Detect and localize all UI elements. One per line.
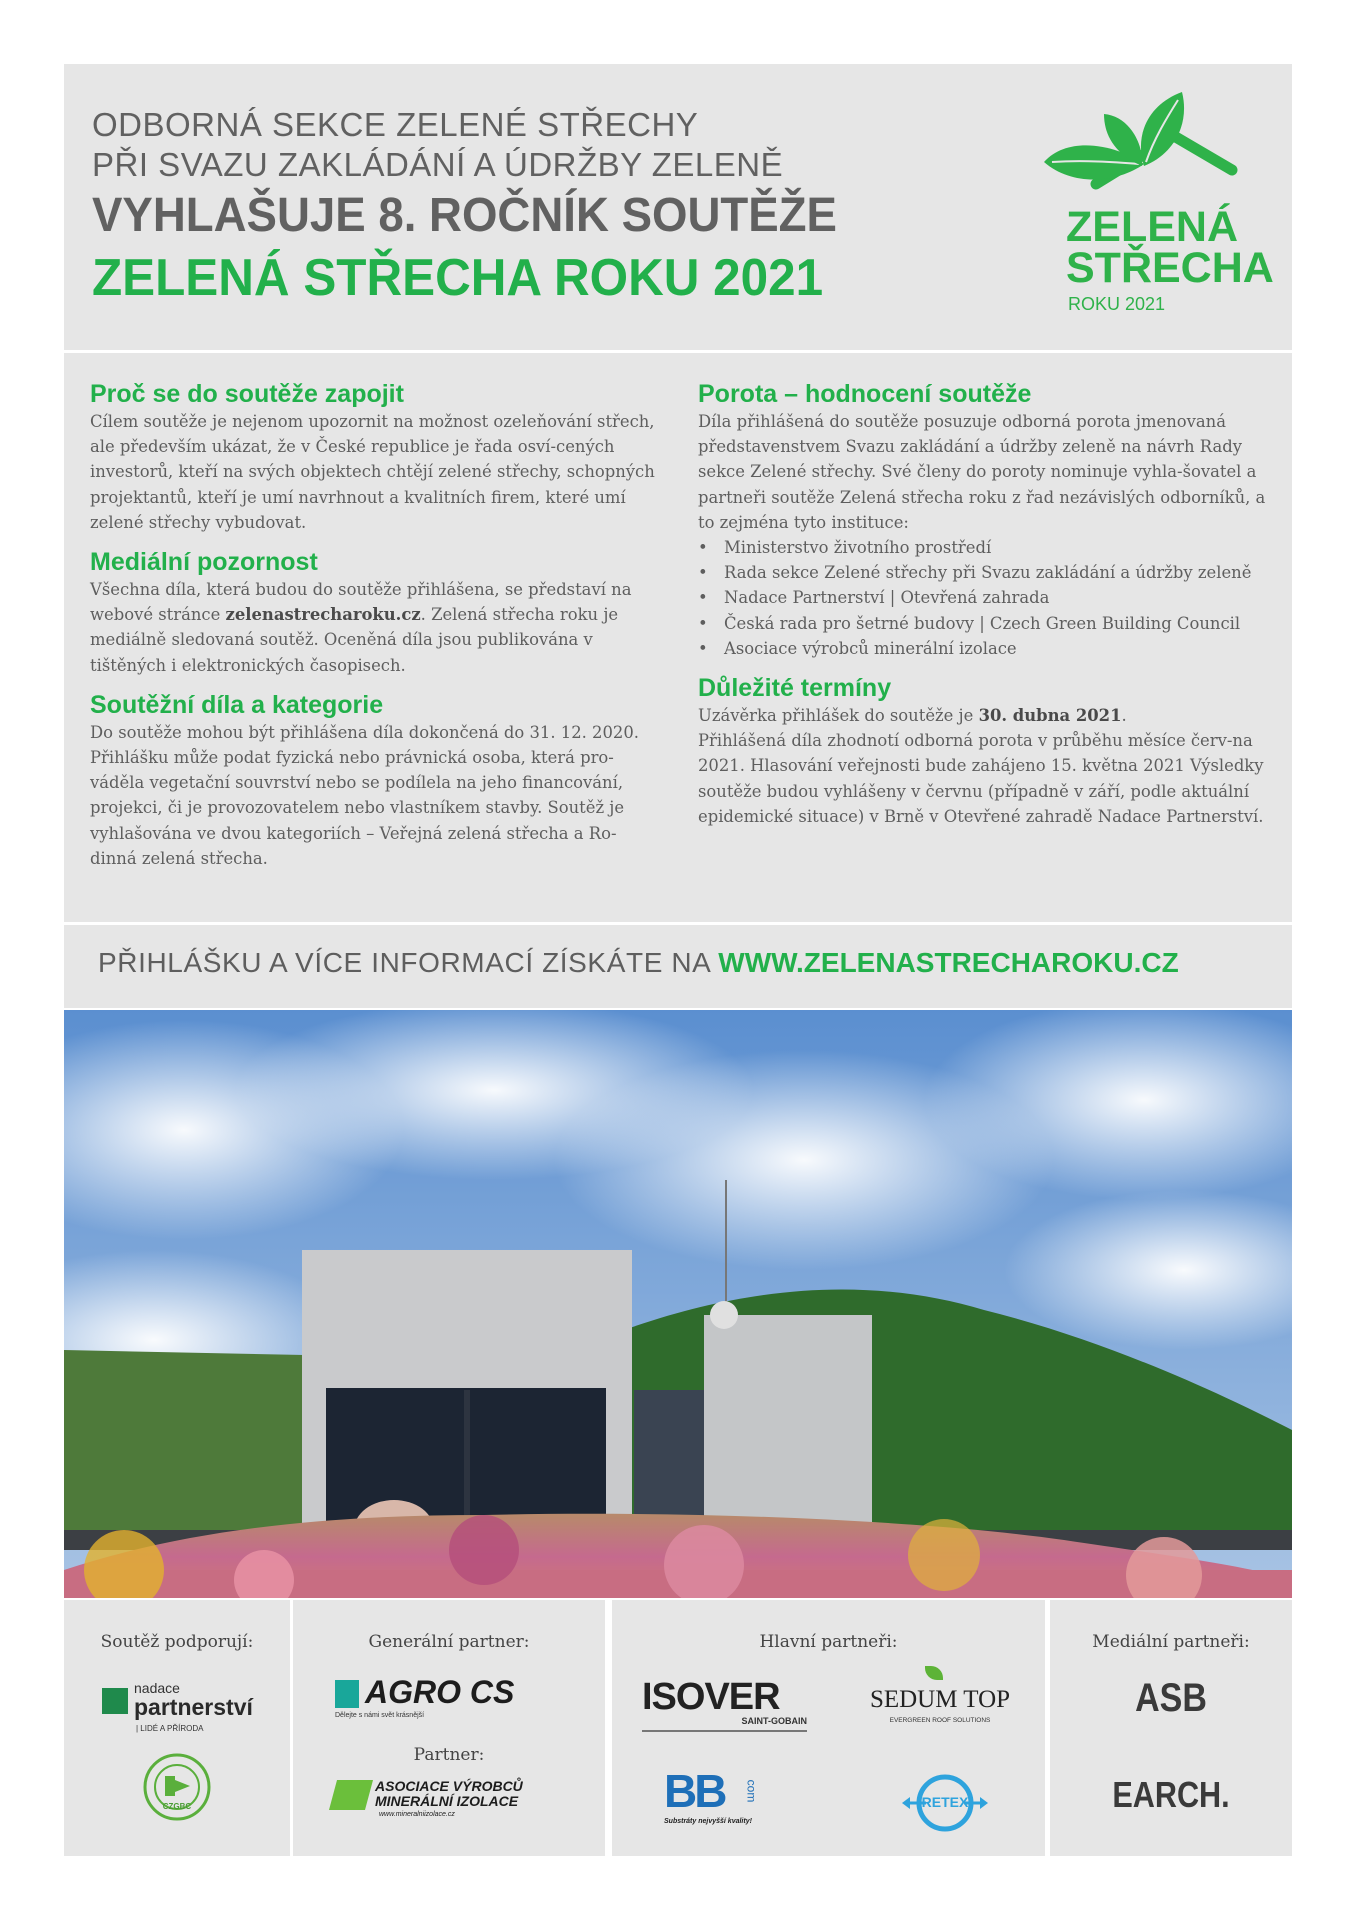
- partners-panel: [64, 1600, 1292, 1856]
- cta-website-link[interactable]: WWW.ZELENASTRECHAROKU.CZ: [718, 947, 1179, 978]
- section-media: [90, 547, 660, 678]
- isover-sub: SAINT-GOBAIN: [741, 1716, 807, 1726]
- section-works: [90, 690, 660, 871]
- cta-text: PŘIHLÁŠKU A VÍCE INFORMACÍ ZÍSKÁTE NA: [98, 947, 719, 978]
- cta-line: [98, 947, 1179, 979]
- isover-logo: [642, 1676, 807, 1737]
- right-column: [698, 379, 1278, 839]
- green-roof-photo: [64, 1010, 1292, 1598]
- asociace-vyrobcu-logo: [333, 1778, 573, 1828]
- media-partners-column: [1050, 1600, 1292, 1856]
- list-item: • Asociace výrobců minerální izolace: [698, 636, 1278, 661]
- section-jury-body: Díla přihlášená do soutěže posuzuje odborná porota jmenovaná představenstvem Svazu zakládání a údržby zeleně na návrh Rady sekce Zelené střechy. Své členy do poroty nominuje vyhla-šovatel a partneři soutěže Zelená střecha roku z řad nezávislých odborníků, a to zejména tyto instituce:: [698, 412, 1266, 532]
- section-why-title: Proč se do soutěže zapojit: [90, 380, 404, 408]
- czgbc-seal-icon: [142, 1752, 212, 1822]
- list-item: • Rada sekce Zelené střechy při Svazu zakládání a údržby zeleně: [698, 560, 1278, 585]
- general-partner-label: Generální partner:: [368, 1632, 530, 1652]
- asb-logo: ASB: [1135, 1676, 1207, 1720]
- header-organizer-line1: ODBORNÁ SEKCE ZELENÉ STŘECHY: [92, 106, 699, 143]
- retex-logo: [902, 1772, 988, 1834]
- nadace-partnerstvi-icon: [102, 1688, 128, 1714]
- bb-com-logo: [664, 1765, 784, 1835]
- section-why: [90, 379, 660, 535]
- header-competition-title: ZELENÁ STŘECHA ROKU 2021: [92, 249, 824, 307]
- asociace-line1: ASOCIACE VÝROBCŮ: [375, 1778, 523, 1794]
- list-item: • Česká rada pro šetrné budovy | Czech Green Building Council: [698, 611, 1278, 636]
- section-dates: [698, 673, 1278, 829]
- sedum-top-name: SEDUM TOP: [869, 1686, 1011, 1713]
- retex-name: RETEX: [921, 1794, 969, 1810]
- header-organizer-line2: PŘI SVAZU ZAKLÁDÁNÍ A ÚDRŽBY ZELENĚ: [92, 146, 784, 183]
- deadline-text-end: .: [1121, 706, 1127, 726]
- logo-text-zelena: ZELENÁ: [1066, 203, 1238, 251]
- list-item: • Ministerstvo životního prostředí: [698, 535, 1278, 560]
- media-body-text-end: . Zelená střecha roku je mediálně sledovaná soutěž. Oceněná díla jsou publikována v tištěných i elektronických časopisech.: [90, 605, 619, 675]
- asociace-icon: [329, 1780, 373, 1810]
- sedum-top-logo: [860, 1666, 1020, 1736]
- info-panel: [64, 353, 1292, 922]
- logo-text-year: ROKU 2021: [1068, 294, 1166, 314]
- section-works-title: Soutěžní díla a kategorie: [90, 690, 384, 719]
- green-roof-photo-illustration: [64, 1010, 1292, 1598]
- jury-institutions-list: [698, 535, 1278, 661]
- section-jury: [698, 379, 1278, 661]
- header-announcement: VYHLAŠUJE 8. ROČNÍK SOUTĚŽE: [92, 189, 837, 242]
- section-dates-title: Důležité termíny: [698, 674, 892, 703]
- section-media-title: Mediální pozornost: [90, 548, 318, 577]
- nadace-text: nadace: [134, 1680, 180, 1696]
- bb-sub: Substráty nejvyšší kvality!: [664, 1818, 752, 1825]
- bb-suffix: com: [744, 1779, 759, 1803]
- leaves-roof-icon: [1034, 84, 1254, 209]
- agro-cs-icon: [335, 1680, 359, 1708]
- media-body-text: Všechna díla, která budou do soutěže přihlášena, se představí na webové stránce: [90, 580, 632, 625]
- czgbc-text: CZGBC: [162, 1802, 192, 1811]
- main-partners-label: Hlavní partneři:: [759, 1632, 898, 1652]
- sedum-top-sub: EVERGREEN ROOF SOLUTIONS: [889, 1717, 991, 1724]
- czgbc-logo: [142, 1752, 212, 1822]
- media-partners-label: Mediální partneři:: [1092, 1632, 1250, 1652]
- deadline-date: 30. dubna 2021: [978, 706, 1122, 726]
- sedum-leaf-icon: [925, 1666, 943, 1680]
- supporters-label: Soutěž podporují:: [100, 1632, 254, 1652]
- section-why-body: Cílem soutěže je nejenom upozornit na možnost ozeleňování střech, ale především ukázat, že v České republice je řada osví-cených investorů, kteří na svých objektech chtějí zelené střechy, schopných projektantů, kteří je umí navrhnout a kvalitních firem, které umí zelené střechy vybudovat.: [90, 412, 655, 532]
- agro-cs-logo: [335, 1674, 565, 1730]
- logo-text-strecha: STŘECHA: [1066, 244, 1274, 292]
- cta-panel: [64, 925, 1292, 1008]
- partner-label: Partner:: [413, 1745, 485, 1765]
- asociace-url: www.mineralniizolace.cz: [379, 1811, 455, 1818]
- left-column: [90, 379, 660, 881]
- main-partners-column: [612, 1600, 1045, 1856]
- section-works-body: Do soutěže mohou být přihlášena díla dokončená do 31. 12. 2020. Přihlášku může podat fyzická nebo právnická osoba, která pro-váděla vegetační souvrství nebo se podílela na jeho financování, projekci, či je provozovatelem nebo vlastníkem stavby. Soutěž je vyhlašována ve dvou kategoriích – Veřejná zelená střecha a Ro-dinná zelená střecha.: [90, 722, 639, 868]
- asociace-line2: MINERÁLNÍ IZOLACE: [375, 1793, 519, 1809]
- supporters-column: [64, 1600, 290, 1856]
- section-jury-title: Porota – hodnocení soutěže: [698, 380, 1032, 408]
- lide-a-priroda-text: | LIDÉ A PŘÍRODA: [136, 1724, 204, 1733]
- competition-logo: [1034, 84, 1274, 344]
- agro-cs-name: AGRO CS: [365, 1674, 515, 1710]
- bb-name: BB: [664, 1765, 725, 1817]
- section-media-body: [90, 577, 660, 678]
- general-partner-column: [293, 1600, 605, 1856]
- section-dates-deadline: [698, 703, 1278, 728]
- section-dates-body: Přihlášená díla zhodnotí odborná porota v průběhu měsíce červ-na 2021. Hlasování veřejnosti bude zahájeno 15. května 2021 Výsledky soutěže budou vyhlášeny v červnu (případně v září, podle aktuální epidemické situace) v Brně v Otevřené zahradě Nadace Partnerství.: [698, 731, 1264, 826]
- agro-cs-tagline: Dělejte s námi svět krásnější: [335, 1712, 425, 1719]
- earch-logo: EARCH.: [1112, 1774, 1230, 1815]
- nadace-partnerstvi-logo: [102, 1680, 262, 1740]
- isover-underline: [642, 1730, 807, 1732]
- partnerstvi-text: partnerství: [134, 1694, 253, 1720]
- deadline-text: Uzávěrka přihlášek do soutěže je: [698, 706, 979, 726]
- website-link[interactable]: zelenastrecharoku.cz: [225, 605, 421, 625]
- isover-name: ISOVER: [642, 1676, 780, 1718]
- header-panel: [64, 64, 1292, 350]
- list-item: • Nadace Partnerství | Otevřená zahrada: [698, 585, 1278, 610]
